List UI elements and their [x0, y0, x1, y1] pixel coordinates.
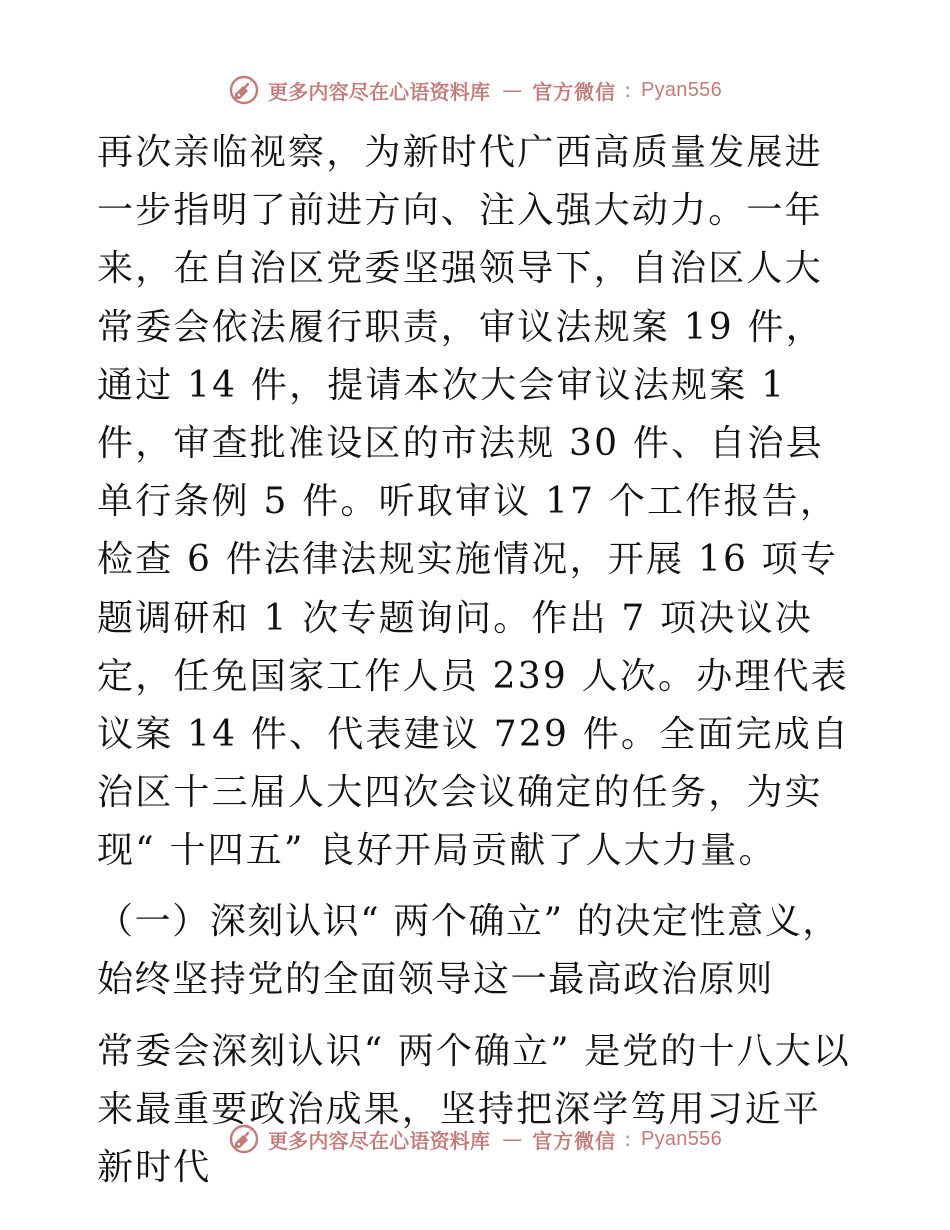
pen-circle-logo-icon [228, 74, 260, 106]
watermark-colon: : [624, 78, 631, 102]
watermark-wechat-label: 官方微信 [532, 1128, 617, 1153]
section-heading: （一）深刻认识“ 两个确立” 的决定性意义，始终坚持党的全面领导这一最高政治原则 [97, 900, 840, 1000]
body-paragraph: 再次亲临视察，为新时代广西高质量发展进一步指明了前进方向、注入强大动力。一年来，在自治区党委坚强领导下，自治区人大常委会依法履行职责，审议法规案 19 件，通过 14 件，提请本次大会审议法规案 1 件，审查批准设区的市法规 30 件、自治县单行条例 5 件。听取审议 17 个工作报告，检查 6 件法律法规实施情况，开展 16 项专题调研和 1 次专题询问。作出 7 项决议决定，任免国家工作人员 239 人次。办理代表议案 14 件、代表建议 729 件。全面完成自治区十三届人大四次会议确定的任务，为实现“ 十四五” 良好开局贡献了人大力量。 [97, 132, 851, 872]
watermark-colon: : [624, 1127, 631, 1151]
watermark-main-text: 更多内容尽在心语资料库 [267, 79, 491, 104]
bottom-watermark [0, 1117, 950, 1161]
pen-circle-logo-icon [228, 1123, 260, 1155]
body-paragraph-continued: 常委会深刻认识“ 两个确立” 是党的十八大以来最重要政治成果，坚持把深学笃用习近平新时代 [97, 1031, 851, 1189]
watermark-wechat-id: Pyan556 [640, 78, 722, 101]
top-watermark [0, 68, 950, 112]
watermark-separator: — [502, 78, 521, 102]
watermark-wechat-id: Pyan556 [640, 1127, 722, 1150]
watermark-main-text: 更多内容尽在心语资料库 [267, 1128, 491, 1153]
watermark-separator: — [502, 1127, 521, 1151]
watermark-wechat-label: 官方微信 [532, 79, 617, 104]
document-body [97, 124, 857, 1198]
